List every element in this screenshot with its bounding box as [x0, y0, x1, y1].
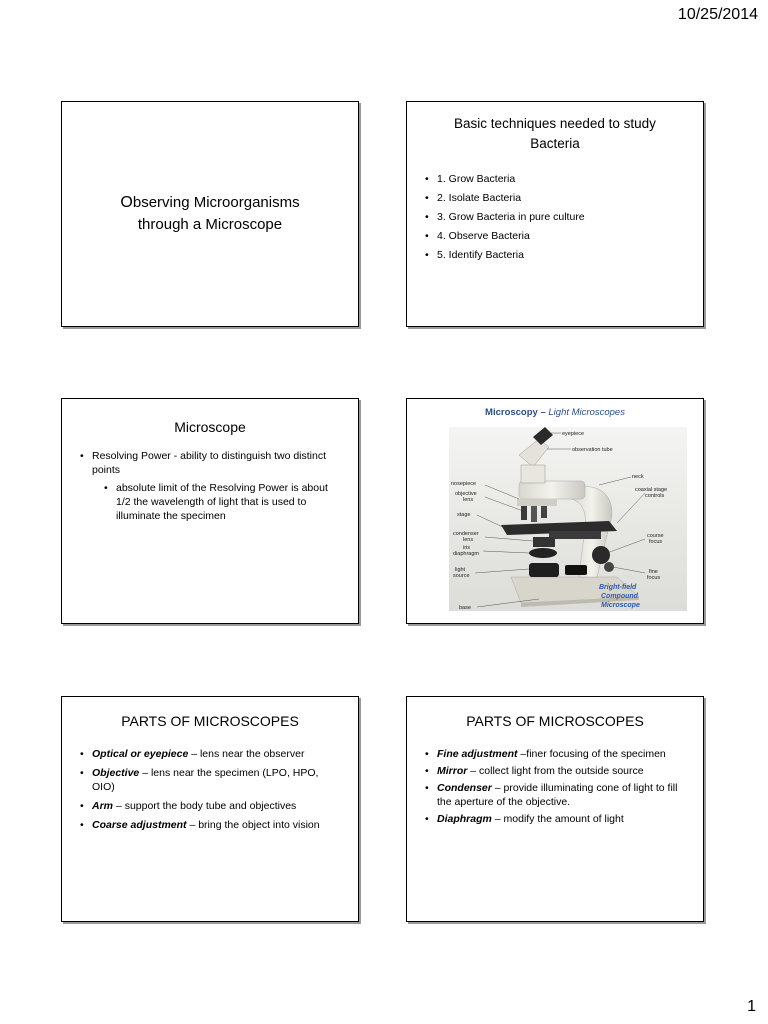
slide-1	[61, 101, 359, 327]
item-desc: – modify the amount of light	[491, 813, 624, 825]
heading-line1: Basic techniques needed to study	[454, 116, 656, 131]
list-item	[80, 799, 334, 813]
bullet-text: Resolving Power - ability to distinguish two distinct points	[92, 450, 327, 476]
item-desc: –finer focusing of the specimen	[517, 748, 666, 760]
label-light-source-1: light	[455, 567, 466, 573]
slide-heading	[407, 114, 703, 154]
objective-shape	[531, 506, 537, 522]
list-item: • 1. Grow Bacteria	[425, 172, 685, 186]
head-shape	[519, 481, 585, 499]
item-term: Fine adjustment	[437, 748, 518, 760]
item-desc: – lens near the observer	[188, 748, 305, 760]
technique-list	[407, 172, 703, 262]
list-item: • 4. Observe Bacteria	[425, 229, 685, 243]
label-eyepiece: eyepiece	[562, 431, 585, 437]
item-desc: – provide illuminating cone of light to fill the aperture of the objective.	[437, 782, 678, 808]
page-number: 1	[747, 998, 756, 1015]
item-term: Coarse adjustment	[92, 819, 187, 831]
list-item	[425, 781, 681, 809]
heading-line2: Bacteria	[530, 136, 580, 151]
condenser-shape	[533, 537, 555, 547]
label-objective-lens-2: lens	[463, 497, 474, 503]
label-iris-2: diaphragm	[453, 551, 479, 557]
sub-list	[92, 481, 332, 523]
slide-6	[406, 696, 704, 922]
slide-heading: PARTS OF MICROSCOPES	[121, 713, 299, 729]
title-main: Microscopy –	[485, 407, 549, 418]
caption-line-3: Microscope	[601, 602, 640, 609]
item-term: Objective	[92, 767, 140, 779]
label-iris-1: iris	[463, 545, 471, 551]
label-nosepiece: nosepiece	[451, 481, 477, 487]
parts-list	[62, 747, 358, 832]
sub-list-item: • absolute limit of the Resolving Power is about 1/2 the wavelength of light that is used to illuminate the specimen	[104, 481, 332, 523]
title-line1-rest: bserving Microorganisms	[132, 194, 300, 211]
slide-4	[406, 398, 704, 624]
page-date: 10/25/2014	[677, 6, 758, 23]
objective-shape	[541, 506, 547, 518]
parts-list	[407, 747, 703, 826]
list-item: • 5. Identify Bacteria	[425, 248, 685, 262]
label-stage: stage	[457, 512, 471, 518]
list-item	[80, 766, 334, 794]
slide-3	[61, 398, 359, 624]
list-item	[425, 812, 681, 826]
item-term: Condenser	[437, 782, 492, 794]
item-desc: – support the body tube and objectives	[113, 800, 297, 812]
label-coaxial-1: coaxial stage	[635, 487, 668, 493]
fine-knob-shape	[604, 562, 614, 572]
list-item	[80, 449, 332, 523]
title-initial: O	[120, 194, 133, 211]
title-italic: Light Microscopes	[548, 407, 625, 418]
iris-shape	[529, 548, 557, 558]
slide-5	[61, 696, 359, 922]
lamp-housing-shape	[565, 565, 587, 575]
slide-title	[90, 192, 329, 236]
title-line2: through a Microscope	[137, 216, 283, 233]
label-course-2: focus	[649, 539, 663, 545]
microscope-diagram	[449, 427, 687, 611]
microscopy-title	[407, 407, 703, 418]
light-source-shape	[529, 563, 559, 577]
caption-line-2: Compound	[601, 593, 638, 600]
item-term: Diaphragm	[437, 813, 492, 825]
coarse-knob-shape	[592, 546, 610, 564]
nosepiece-shape	[517, 499, 557, 506]
list-item	[425, 764, 681, 778]
item-desc: – collect light from the outside source	[467, 765, 644, 777]
label-coaxial-2: controls	[645, 493, 665, 499]
slide-2	[406, 101, 704, 327]
slide-heading: Microscope	[174, 419, 246, 435]
label-condenser-1: condenser	[453, 531, 479, 537]
label-objective-lens-1: objective	[455, 491, 477, 497]
list-item	[425, 747, 681, 761]
item-term: Arm	[92, 800, 114, 812]
stage-controls-shape	[549, 531, 601, 539]
label-observation-tube: observation tube	[572, 447, 613, 453]
list-item	[80, 818, 334, 832]
item-term: Mirror	[437, 765, 468, 777]
list-item: • 2. Isolate Bacteria	[425, 191, 685, 205]
resolving-power-list	[62, 449, 358, 523]
slide-heading: PARTS OF MICROSCOPES	[466, 713, 644, 729]
list-item	[80, 747, 334, 761]
label-fine-focus-1: fine	[649, 569, 658, 575]
label-condenser-2: lens	[463, 537, 474, 543]
label-fine-focus-2: focus	[647, 575, 661, 581]
item-desc: – lens near the specimen (LPO, HPO, OIO)	[92, 767, 319, 793]
item-term: Optical or eyepiece	[92, 748, 189, 760]
item-desc: – bring the object into vision	[186, 819, 320, 831]
list-item: • 3. Grow Bacteria in pure culture	[425, 210, 685, 224]
label-base: base	[459, 605, 471, 611]
label-light-source-2: source	[453, 573, 470, 579]
caption-line-1: Bright-field	[599, 584, 637, 591]
tube-joint-shape	[521, 465, 545, 483]
objective-shape	[521, 506, 527, 520]
label-course-1: course	[647, 533, 664, 539]
label-neck: neck	[632, 474, 644, 480]
